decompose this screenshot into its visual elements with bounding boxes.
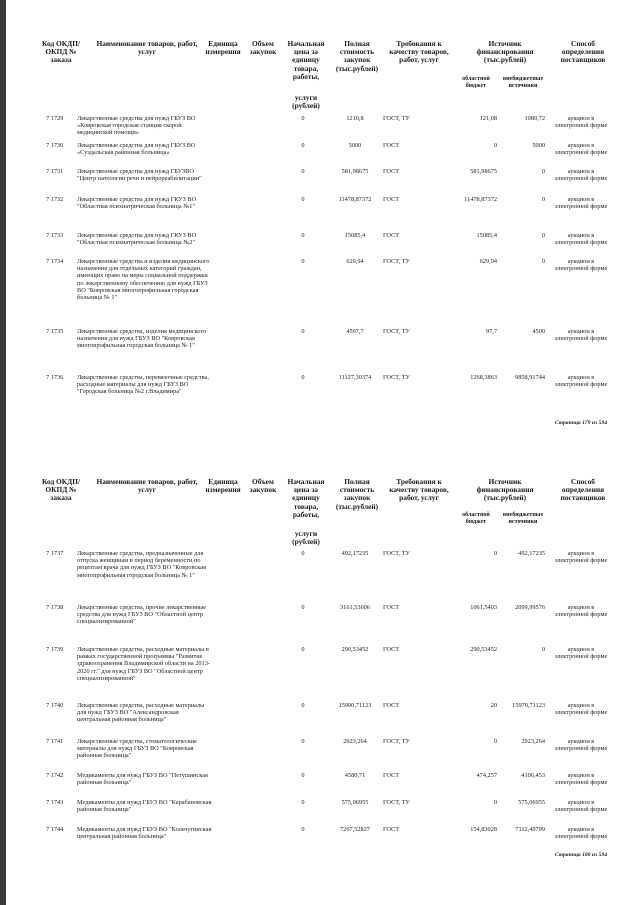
row-total: 575,06955 [341,799,369,806]
row-code: 7 1729 [46,115,64,122]
row-requirements: ГОСТ, ТУ [383,550,410,557]
row-method: аукцион в электронной форме [554,115,608,130]
row-code: 7 1735 [46,328,64,335]
row-extrabudget: 2099,99576 [515,604,545,611]
row-method: аукцион в электронной форме [554,142,608,157]
row-requirements: ГОСТ, ТУ [383,799,410,806]
row-requirements: ГОСТ [383,772,400,779]
row-total: 11478,87372 [338,196,372,203]
header-initial-price-units: услуги (рублей) [292,529,320,547]
header-unit: Единица измерения [205,39,241,57]
header-total: Полная стоимость закупок (тыс.рублей) [335,39,379,73]
header-requirements: Требования к качеству товаров, работ, услуг [389,39,449,65]
header-total: Полная стоимость закупок (тыс.рублей) [335,477,379,511]
row-name: Лекарственные средства, перевязочные средства, расходные материалы для нужд ГБУЗ ВО "Городская больница №2 г.Владимира" [77,374,209,396]
row-total: 2923,264 [343,738,367,745]
row-code: 7 1743 [46,799,64,806]
row-total: 1210,8 [346,115,364,122]
row-extrabudget: 1089,72 [524,115,545,122]
header-extrabudget: внебюджетные источники [502,76,544,89]
row-method: аукцион в электронной форме [554,772,608,787]
header-initial-price-units: услуги (рублей) [292,93,320,111]
row-extrabudget: 9858,91744 [515,374,545,381]
row-code: 7 1737 [46,550,64,557]
row-initial-price: 0 [301,115,305,122]
row-method: аукцион в электронной форме [554,550,608,565]
row-code: 7 1734 [46,258,64,265]
row-code: 7 1742 [46,772,64,779]
row-regional: 1061,5403 [470,604,497,611]
row-requirements: ГОСТ [383,702,400,709]
header-extrabudget: внебюджетные источники [502,512,544,525]
row-name: Медикаменты для нужд ГБУЗ ВО "Кольчугинская центральная районная больница" [77,826,212,841]
page-footer: Страница 179 из 594 [554,420,607,426]
row-initial-price: 0 [301,258,305,265]
row-initial-price: 0 [301,702,305,709]
header-regional: областной бюджет [462,512,490,525]
row-extrabudget: 5000 [532,142,545,149]
header-initial-price: Начальная цена за единицу товара, работы, [287,477,325,519]
row-initial-price: 0 [301,374,305,381]
row-requirements: ГОСТ [383,646,400,653]
header-regional: областной бюджет [462,76,490,89]
row-regional: 0 [493,142,497,149]
row-code: 7 1736 [46,374,64,381]
row-method: аукцион в электронной форме [554,328,608,343]
row-code: 7 1730 [46,142,64,149]
row-name: Лекарственные средства, изделия медицинского назначения для нужд ГБУЗ ВО "Ковровская многопрофильная городская больница № 1" [77,328,207,350]
row-regional: 629,94 [479,258,497,265]
row-initial-price: 0 [301,328,305,335]
row-code: 7 1744 [46,826,64,833]
row-extrabudget: 492,17235 [518,550,545,557]
row-regional: 290,53452 [470,646,497,653]
row-extrabudget: 7112,49799 [515,826,545,833]
header-requirements: Требования к качеству товаров, работ, услуг [389,477,449,503]
row-regional: 15085,4 [476,232,497,239]
row-requirements: ГОСТ, ТУ [383,374,410,381]
row-code: 7 1740 [46,702,64,709]
header-volume: Объем закупок [249,39,277,57]
row-extrabudget: 2923,264 [521,738,545,745]
row-total: 4597,7 [346,328,364,335]
row-extrabudget: 4500 [532,328,545,335]
row-regional: 97,7 [485,328,497,335]
row-initial-price: 0 [301,826,305,833]
row-total: 290,53452 [341,646,369,653]
row-method: аукцион в электронной форме [554,168,608,183]
scan-edge [0,0,6,905]
row-regional: 20 [490,702,497,709]
row-initial-price: 0 [301,738,305,745]
row-total: 581,98675 [341,168,369,175]
row-requirements: ГОСТ, ТУ [383,738,410,745]
row-name: Лекарственные средства, предназначенные для отпуска женщинам в период беременности по рецептам врача для нужд ГБУЗ ВО "Ковровская многопрофильная городская больница № 1" [77,550,206,579]
row-extrabudget: 4106,453 [521,772,545,779]
row-regional: 581,98675 [470,168,497,175]
row-method: аукцион в электронной форме [554,738,608,753]
row-initial-price: 0 [301,550,305,557]
row-requirements: ГОСТ [383,826,400,833]
row-regional: 0 [493,550,497,557]
row-name: Лекарственные средства для нужд ГКУЗ ВО "Областная психиатрическая больница №1" [77,196,197,211]
row-name: Лекарственные средства и изделия медицинского назначения для отдельных категорий граждан, имеющих право на меры социальной поддержки по лекарственному обеспечению для нужд ГБУЗ ВО "Ковровская многопрофильная городская больница № 1" [77,258,210,302]
header-funding: Источник финансирования (тыс.рублей) [476,477,534,503]
row-initial-price: 0 [301,799,305,806]
row-code: 7 1739 [46,646,64,653]
header-code: Код ОКДП/ ОКПД № заказа [41,39,81,65]
row-name: Лекарственные средства для нужд ГБУЗ ВО «Ковровская городская станция скорой медицинской помощи» [77,115,196,137]
row-name: Лекарственные средства для нужд ГБУЗ ВО «Суздальская районная больница» [77,142,196,157]
row-total: 629,94 [346,258,364,265]
row-extrabudget: 575,06955 [518,799,545,806]
row-code: 7 1733 [46,232,64,239]
row-initial-price: 0 [301,646,305,653]
row-initial-price: 0 [301,232,305,239]
row-name: Медикаменты для нужд ГБУЗ ВО "Карабановская районная больница" [77,799,212,814]
row-initial-price: 0 [301,772,305,779]
row-total: 11127,30374 [338,374,372,381]
header-name: Наименование товаров, работ, услуг [96,477,198,495]
row-total: 7267,52827 [340,826,370,833]
row-name: Лекарственные средства, стоматологические материалы для нужд ГБУЗ ВО "Ковровская районная больница" [77,738,197,760]
row-regional: 0 [493,738,497,745]
row-method: аукцион в электронной форме [554,374,608,389]
row-method: аукцион в электронной форме [554,232,608,247]
header-code: Код ОКДП/ ОКПД № заказа [41,477,81,503]
header-volume: Объем закупок [249,477,277,495]
row-code: 7 1741 [46,738,64,745]
row-regional: 11478,87372 [464,196,497,203]
row-requirements: ГОСТ [383,142,400,149]
row-name: Лекарственные средства, расходные материалы в рамках государственной программы "Развитие здравоохранения Владимирской области на 2013-2020 гг." для нужд ГБУЗ ВО "Областной центр специализированной" [77,646,210,682]
row-name: Лекарственные средства для нужд ГКУЗ ВО "Областная психиатрическая больница №2" [77,232,197,247]
row-name: Лекарственные средства, прочие лекарственные средства для нужд ГБУЗ ВО "Областной центр специализированной" [77,604,207,626]
row-code: 7 1731 [46,168,64,175]
row-method: аукцион в электронной форме [554,258,608,273]
row-method: аукцион в электронной форме [554,604,608,619]
row-requirements: ГОСТ, ТУ [383,258,410,265]
header-method: Способ определения поставщиков [560,477,606,503]
row-initial-price: 0 [301,142,305,149]
page-footer: Страница 180 из 594 [554,852,607,858]
row-initial-price: 0 [301,196,305,203]
header-method: Способ определения поставщиков [560,39,606,65]
row-name: Лекарственные средства, расходные материалы для нужд ГБУЗ ВО "Александровская центральная районная больница" [77,702,205,724]
row-initial-price: 0 [301,168,305,175]
header-name: Наименование товаров, работ, услуг [96,39,198,57]
header-unit: Единица измерения [205,477,241,495]
row-extrabudget: 0 [541,168,545,175]
row-initial-price: 0 [301,604,305,611]
row-regional: 0 [493,799,497,806]
row-method: аукцион в электронной форме [554,646,608,661]
row-method: аукцион в электронной форме [554,826,608,841]
row-requirements: ГОСТ [383,604,400,611]
row-regional: 154,83028 [470,826,497,833]
row-requirements: ГОСТ, ТУ [383,115,410,122]
row-code: 7 1732 [46,196,64,203]
row-extrabudget: 0 [541,196,545,203]
row-requirements: ГОСТ [383,232,400,239]
row-total: 3161,53606 [340,604,370,611]
row-method: аукцион в электронной форме [554,196,608,211]
header-initial-price: Начальная цена за единицу товара, работы, [287,39,325,81]
row-total: 15085,4 [344,232,366,239]
row-total: 4580,71 [344,772,366,779]
row-total: 15990,71123 [338,702,372,709]
row-requirements: ГОСТ [383,168,400,175]
row-requirements: ГОСТ [383,196,400,203]
row-total: 492,17235 [341,550,369,557]
row-code: 7 1738 [46,604,64,611]
row-extrabudget: 0 [541,258,545,265]
row-extrabudget: 0 [541,232,545,239]
row-regional: 474,257 [476,772,497,779]
row-extrabudget: 15970,71123 [512,702,545,709]
row-method: аукцион в электронной форме [554,799,608,814]
row-regional: 121,08 [479,115,497,122]
row-method: аукцион в электронной форме [554,702,608,717]
row-regional: 1268,3863 [470,374,497,381]
row-name: Медикаменты для нужд ГБУЗ ВО "Петушинская районная больница" [77,772,208,787]
row-requirements: ГОСТ, ТУ [383,328,410,335]
header-funding: Источник финансирования (тыс.рублей) [476,39,534,65]
row-extrabudget: 0 [541,646,545,653]
row-total: 5000 [348,142,362,149]
row-name: Лекарственные средства для нужд ГБУЗВО "Центр патологии речи и нейрореабилитации" [77,168,202,183]
